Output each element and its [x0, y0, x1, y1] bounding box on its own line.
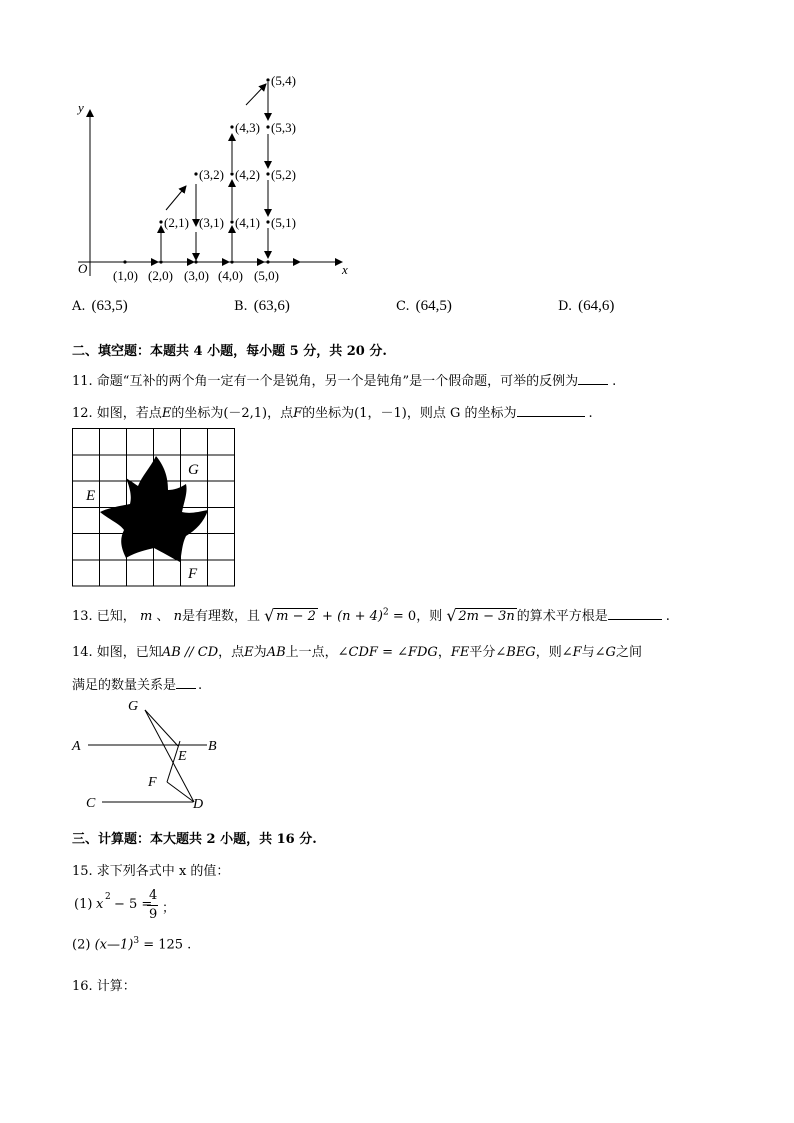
point-label-a: A: [72, 739, 81, 754]
question-16: 16. 计算：: [72, 979, 136, 994]
section-title: 三、计算题：本大题共 2 小题，共 16 分.: [72, 832, 317, 847]
point-label: (3,1): [199, 215, 224, 230]
point-label-e: E: [86, 488, 96, 504]
point-label: (5,4): [271, 73, 296, 88]
sqrt-expression: √ m − 2: [264, 606, 316, 625]
point-label-g: G: [128, 699, 139, 714]
question-15-part2: (2) (x—1)$^3$ = 125 .: [72, 936, 192, 953]
arrow-diagonal: [166, 186, 186, 210]
origin-label: O: [78, 261, 88, 276]
point-label: (1,0): [113, 268, 138, 283]
point-label: (5,2): [271, 167, 296, 182]
point-label: (4,3): [235, 120, 260, 135]
question-13: 13. 已知， m 、 n是有理数，且 √ $m - 2 + (n + 4)^2 = 0$，则 √ 2m − 3n 的算术平方根是 .: [72, 606, 670, 625]
parallel-lines-figure: [70, 694, 230, 814]
point-label-c: C: [86, 796, 96, 811]
question-12: 12. 如图，若点E的坐标为(－2,1)，点F的坐标为(1，－1)，则点 G 的坐标为 .: [72, 406, 593, 421]
point-label: (5,0): [254, 268, 279, 283]
point-label: (5,1): [271, 215, 296, 230]
point-label: (2,0): [148, 268, 173, 283]
answer-blank[interactable]: [517, 404, 585, 417]
option-b[interactable]: B. (63,6): [234, 298, 290, 314]
option-c[interactable]: C. (64,5): [396, 298, 452, 314]
grid-figure: [70, 426, 238, 590]
answer-blank[interactable]: [176, 676, 196, 689]
section-title: 二、填空题：本题共 4 小题，每小题 5 分，共 20 分.: [72, 344, 387, 359]
y-axis-label: y: [78, 100, 84, 115]
point-label-f: F: [188, 566, 198, 582]
point-label: (4,0): [218, 268, 243, 283]
option-a[interactable]: A. (63,5): [72, 298, 128, 314]
question-14-line1: 14. 如图，已知AB // CD，点E为AB上一点，∠CDF = ∠FDG，FE平分∠BEG，则∠F与∠G之间: [72, 645, 642, 660]
point-label-f: F: [148, 775, 157, 790]
answer-options: [72, 296, 752, 320]
sqrt-expression: √ 2m − 3n: [446, 606, 515, 625]
arrow-diagonal: [246, 84, 266, 105]
point-label-b: B: [208, 739, 217, 754]
point-label: (2,1): [164, 215, 189, 230]
point-label: (3,2): [199, 167, 224, 182]
point-label: (4,2): [235, 167, 260, 182]
answer-blank[interactable]: [578, 372, 608, 385]
x-axis-label: x: [342, 262, 348, 277]
point-label-d: D: [193, 797, 204, 812]
option-d[interactable]: D. (64,6): [558, 298, 615, 314]
question-15: 15. 求下列各式中 x 的值：: [72, 864, 230, 879]
question-11: 11. 命题“互补的两个角一定有一个是锐角，另一个是钝角”是一个假命题，可举的反例为 .: [72, 374, 617, 389]
question-14-line2: 满足的数量关系是 .: [72, 678, 203, 693]
answer-blank[interactable]: [608, 607, 662, 620]
point-label: (5,3): [271, 120, 296, 135]
point-label-e: E: [178, 749, 187, 764]
point-label: (3,0): [184, 268, 209, 283]
coordinate-figure: [60, 60, 370, 290]
point-label: (4,1): [235, 215, 260, 230]
segment-fd: [167, 782, 194, 802]
point-label-g: G: [188, 462, 199, 478]
